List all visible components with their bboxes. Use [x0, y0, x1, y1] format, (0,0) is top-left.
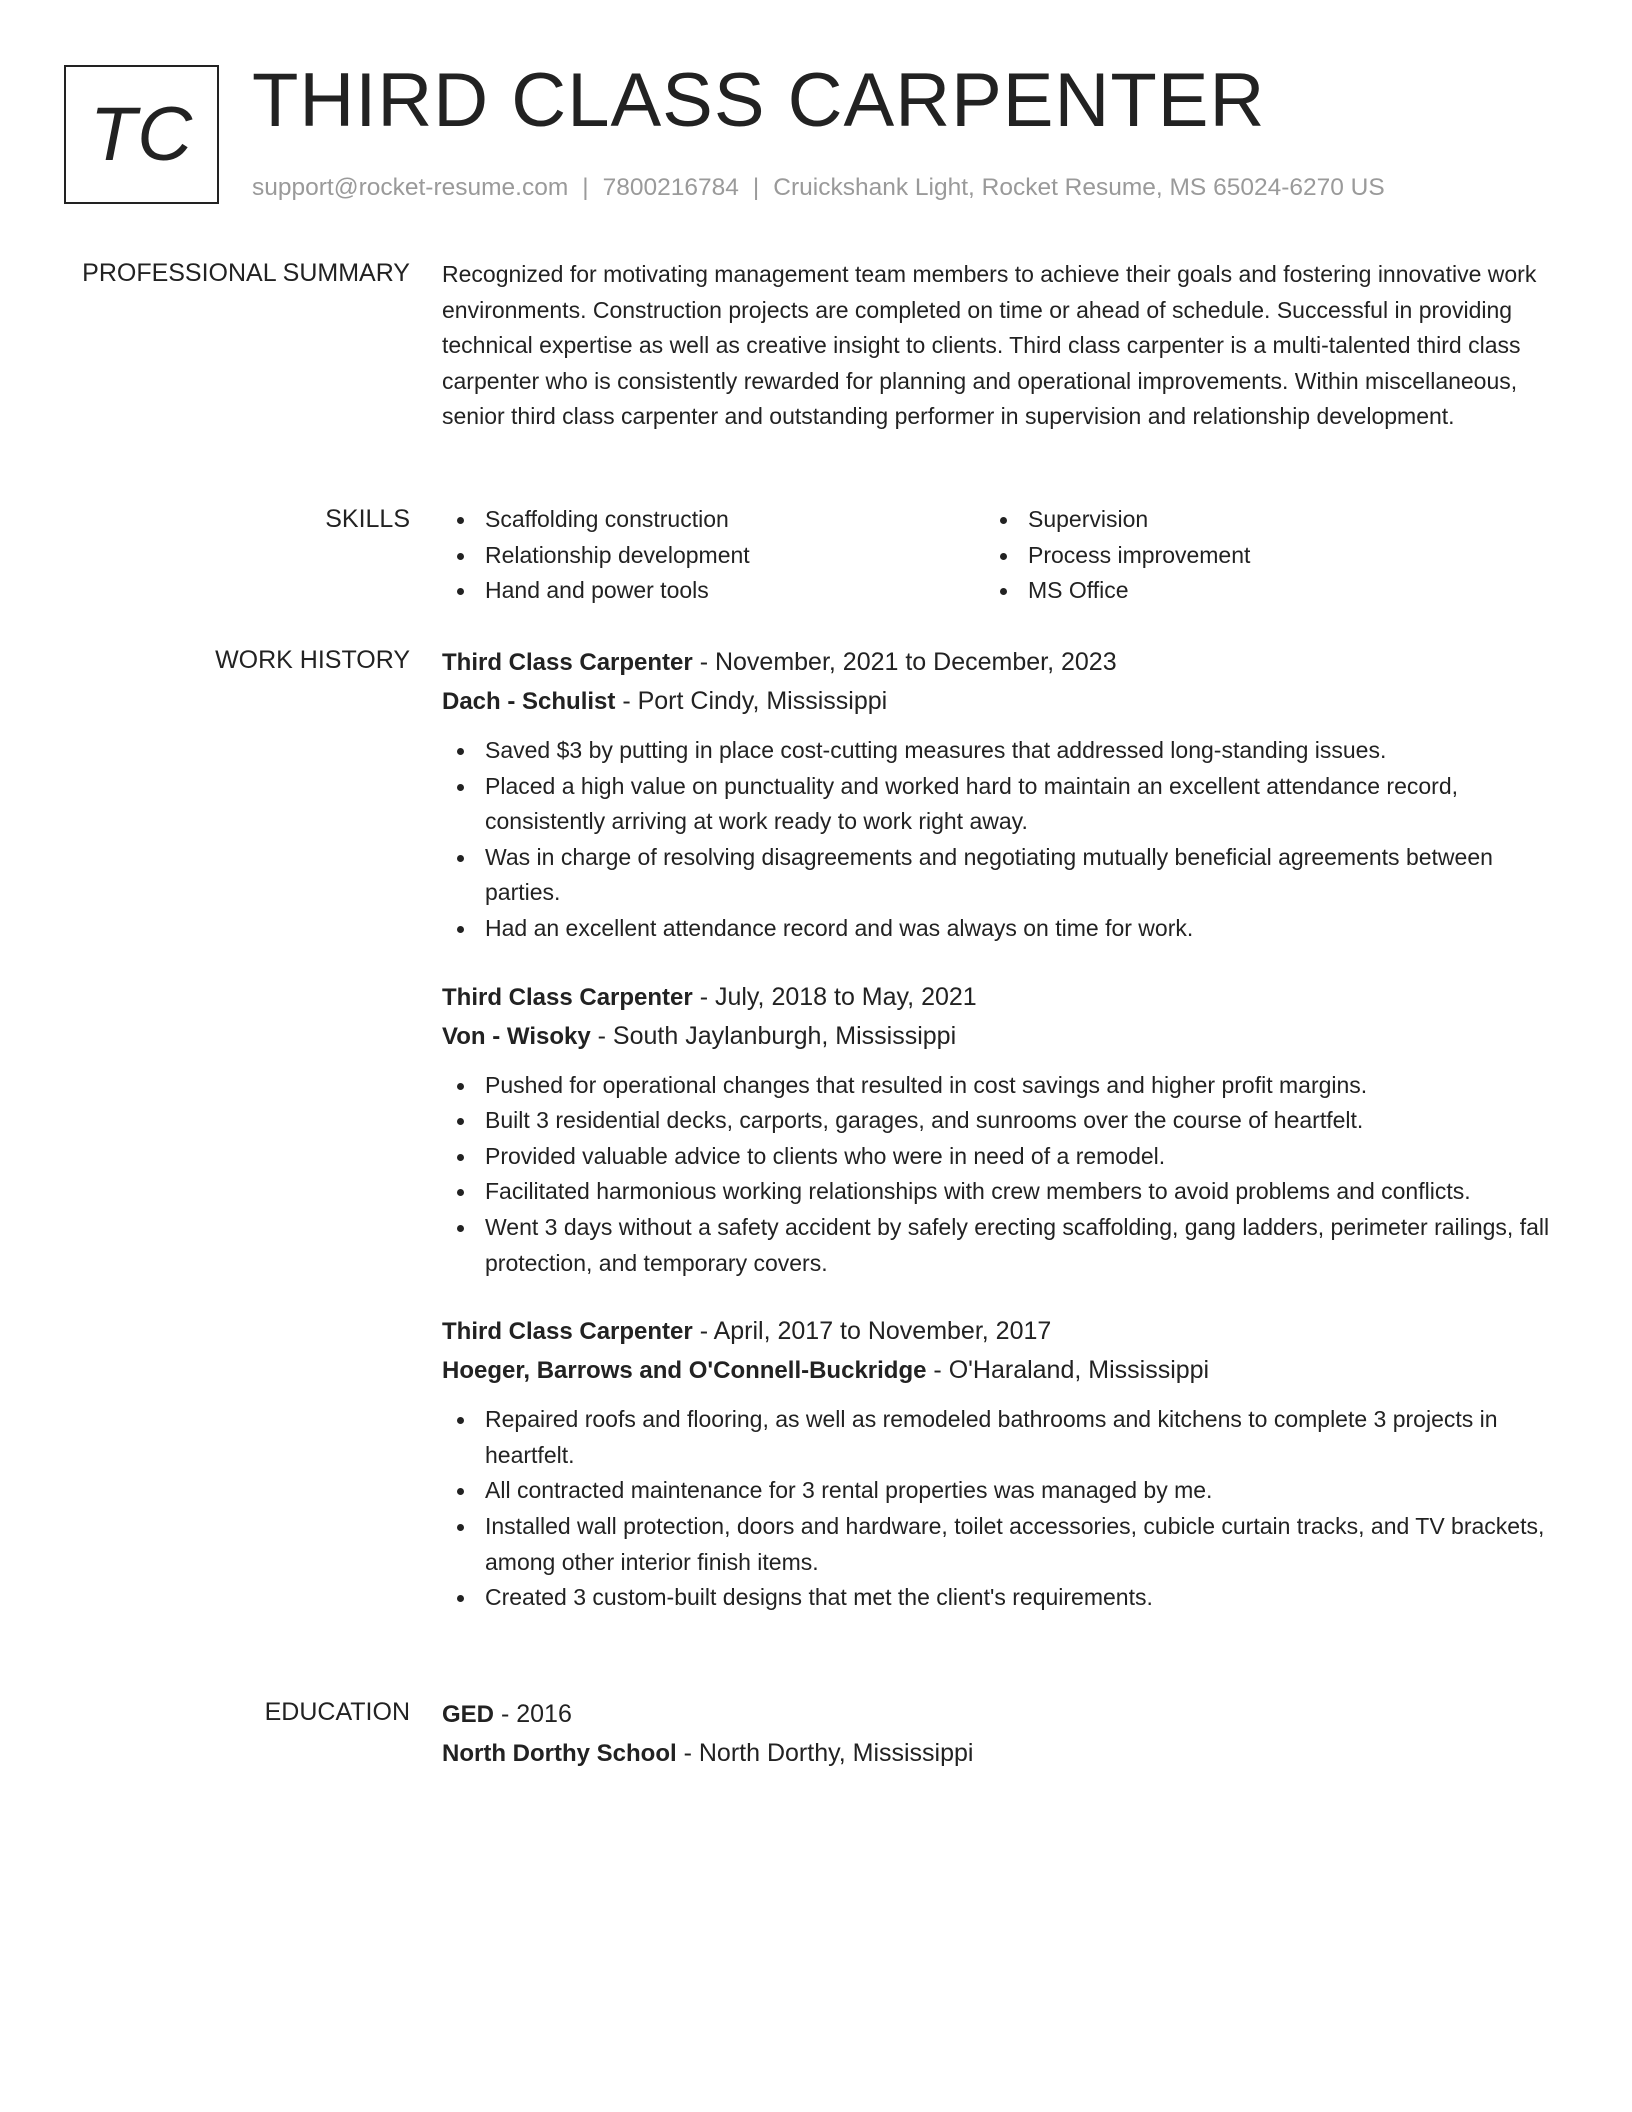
education-degree-line	[442, 1695, 1550, 1734]
job-bullet: Had an excellent attendance record and was always on time for work.	[442, 911, 1550, 947]
job-title-line	[442, 1312, 1550, 1351]
job-dates: - April, 2017 to November, 2017	[699, 1317, 1052, 1346]
job-bullet: Saved $3 by putting in place cost-cutting measures that addressed long-standing issues.	[442, 733, 1550, 769]
skill-item: MS Office	[985, 573, 1528, 609]
job-company: Hoeger, Barrows and O'Connell-Buckridge	[442, 1357, 927, 1385]
contact-address: Cruickshank Light, Rocket Resume, MS 65024-6270 US	[773, 174, 1385, 201]
job-company-line	[442, 1351, 1550, 1390]
skill-item: Relationship development	[442, 538, 985, 574]
job-location: - O'Haraland, Mississippi	[933, 1356, 1210, 1385]
job-entry	[442, 978, 1550, 1282]
job-title: Third Class Carpenter	[442, 649, 693, 676]
job-bullet: Repaired roofs and flooring, as well as remodeled bathrooms and kitchens to complete 3 projects in heartfelt.	[442, 1402, 1550, 1473]
skill-item: Scaffolding construction	[442, 502, 985, 538]
skills-grid	[442, 502, 1550, 609]
education-school-line	[442, 1734, 1550, 1773]
job-company: Von - Wisoky	[442, 1022, 591, 1050]
job-bullets	[442, 1402, 1550, 1616]
job-location: - South Jaylanburgh, Mississippi	[597, 1021, 957, 1050]
contact-separator: |	[582, 174, 589, 201]
contact-phone: 7800216784	[602, 174, 739, 201]
job-company-line	[442, 1017, 1550, 1056]
section-label-summary: PROFESSIONAL SUMMARY	[82, 259, 410, 287]
skills-column-2	[985, 502, 1528, 609]
job-bullet: Facilitated harmonious working relationships with crew members to avoid problems and conflicts.	[442, 1174, 1550, 1210]
job-bullet: Provided valuable advice to clients who were in need of a remodel.	[442, 1139, 1550, 1175]
summary-body	[442, 256, 1550, 435]
work-history-body	[442, 643, 1550, 1647]
monogram-initials: TC	[89, 92, 194, 177]
job-title: Third Class Carpenter	[442, 1318, 693, 1346]
job-bullets	[442, 1068, 1550, 1282]
job-bullet: Went 3 days without a safety accident by safely erecting scaffolding, gang ladders, perimeter railings, fall protection, and temporary covers.	[442, 1210, 1550, 1281]
education-location: - North Dorthy, Mississippi	[683, 1739, 974, 1767]
job-bullet: Was in charge of resolving disagreements and negotiating mutually beneficial agreements between parties.	[442, 840, 1550, 911]
contact-line	[252, 172, 1385, 204]
education-school: North Dorthy School	[442, 1740, 677, 1767]
contact-email: support@rocket-resume.com	[252, 174, 569, 201]
job-bullet: Pushed for operational changes that resulted in cost savings and higher profit margins.	[442, 1068, 1550, 1104]
job-dates: - November, 2021 to December, 2023	[699, 648, 1117, 676]
job-title-line	[442, 643, 1550, 682]
skills-column-1	[442, 502, 985, 609]
section-label-skills: SKILLS	[325, 505, 410, 533]
section-label-education: EDUCATION	[264, 1698, 410, 1726]
job-bullet: Built 3 residential decks, carports, garages, and sunrooms over the course of heartfelt.	[442, 1103, 1550, 1139]
job-bullet: Installed wall protection, doors and hardware, toilet accessories, cubicle curtain tracks, and TV brackets, among other interior finish items.	[442, 1509, 1550, 1580]
contact-separator: |	[752, 174, 760, 201]
job-title: Third Class Carpenter	[442, 983, 693, 1011]
job-dates: - July, 2018 to May, 2021	[699, 982, 977, 1011]
resume-name: THIRD CLASS CARPENTER	[252, 58, 1266, 143]
job-location: - Port Cindy, Mississippi	[622, 687, 888, 715]
education-degree: GED	[442, 1701, 495, 1728]
skill-item: Supervision	[985, 502, 1528, 538]
job-title-line	[442, 978, 1550, 1017]
section-label-work-history: WORK HISTORY	[215, 646, 410, 674]
job-entry	[442, 643, 1550, 947]
skill-item: Hand and power tools	[442, 573, 985, 609]
skill-item: Process improvement	[985, 538, 1528, 574]
education-body	[442, 1695, 1550, 1773]
summary-text: Recognized for motivating management team members to achieve their goals and fostering innovative work environments. Construction projects are completed on time or ahead of schedule. Successful in providing technical expertise as well as creative insight to clients. Third class carpenter is a multi-talented third class carpenter who is consistently rewarded for planning and operational improvements. Within miscellaneous, senior third class carpenter and outstanding performer in supervision and relationship development.	[442, 261, 1537, 430]
job-company-line	[442, 682, 1550, 721]
job-bullet: All contracted maintenance for 3 rental properties was managed by me.	[442, 1473, 1550, 1509]
job-company: Dach - Schulist	[442, 688, 616, 715]
job-bullet: Created 3 custom-built designs that met the client's requirements.	[442, 1580, 1550, 1616]
education-year: - 2016	[500, 1700, 572, 1728]
monogram-box	[64, 65, 219, 204]
job-bullet: Placed a high value on punctuality and worked hard to maintain an excellent attendance record, consistently arriving at work ready to work right away.	[442, 769, 1550, 840]
job-bullets	[442, 733, 1550, 947]
job-entry	[442, 1312, 1550, 1616]
